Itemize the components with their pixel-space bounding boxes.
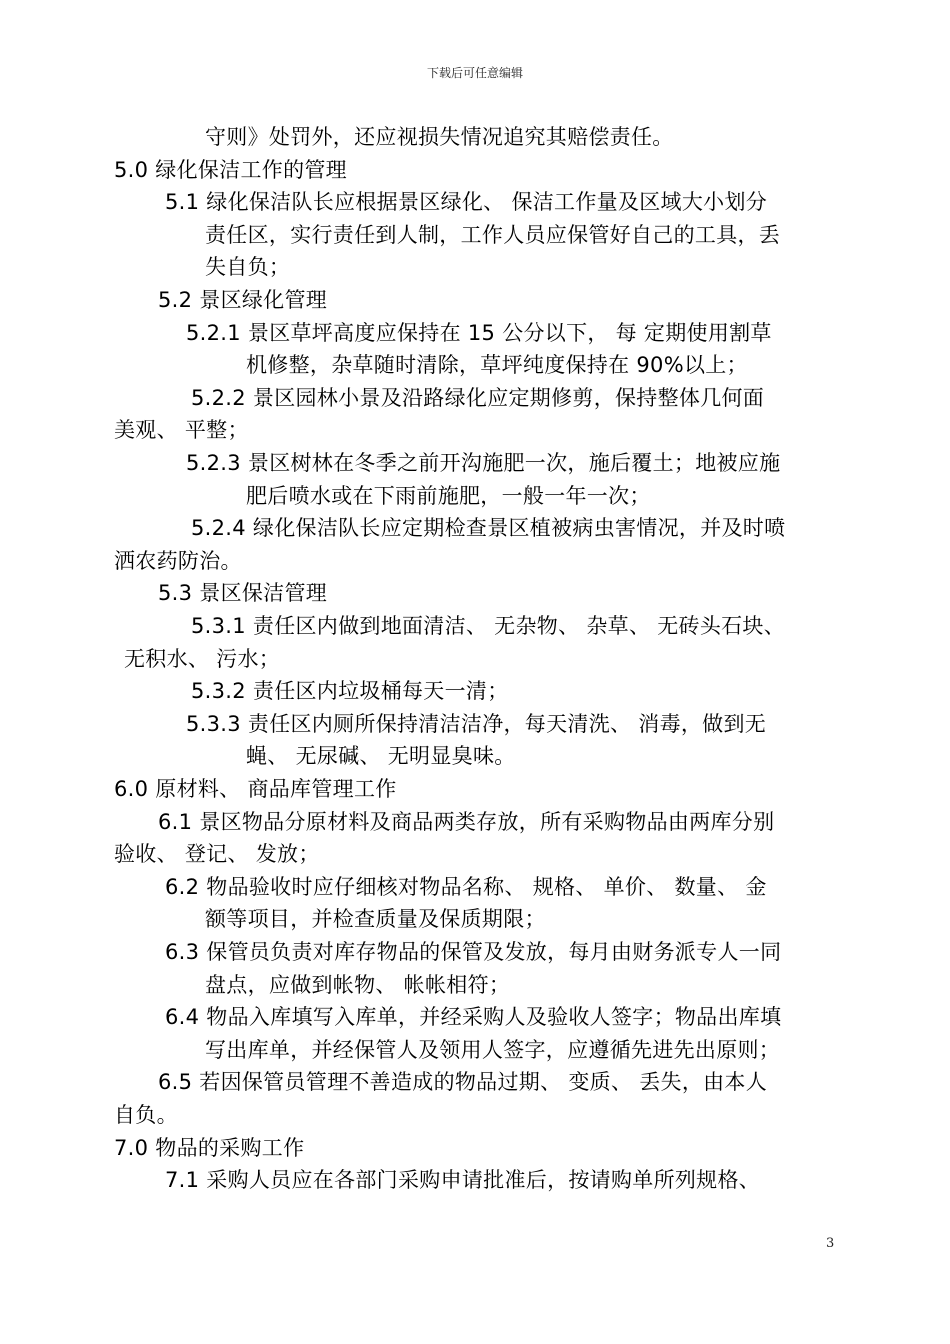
text-line: 6.1 景区物品分原材料及商品两类存放，所有采购物品由两库分别 <box>158 810 775 834</box>
text-line: 6.2 物品验收时应仔细核对物品名称、 规格、 单价、 数量、 金 <box>165 875 767 899</box>
text-line: 6.3 保管员负责对库存物品的保管及发放，每月由财务派专人一同 <box>165 940 782 964</box>
section-heading-6-0: 6.0 原材料、 商品库管理工作 <box>114 777 397 801</box>
text-line: 洒农药防治。 <box>114 549 242 573</box>
text-line: 机修整，杂草随时清除，草坪纯度保持在 90%以上； <box>246 353 748 377</box>
text-line: 6.4 物品入库填写入库单，并经采购人及验收人签字；物品出库填 <box>165 1005 782 1029</box>
text-line: 美观、 平整； <box>114 418 249 442</box>
page-header: 下载后可任意编辑 <box>426 66 523 80</box>
text-line: 5.3.2 责任区内垃圾桶每天一清； <box>191 679 509 703</box>
text-line: 失自负； <box>205 255 291 279</box>
text-line: 5.3.3 责任区内厕所保持清洁洁净，每天清洗、 消毒，做到无 <box>186 712 767 736</box>
page-number: 3 <box>826 1236 835 1251</box>
text-line: 验收、 登记、 发放； <box>114 842 320 866</box>
text-line: 5.2.2 景区园林小景及沿路绿化应定期修剪，保持整体几何面 <box>191 386 765 410</box>
text-line: 责任区，实行责任到人制，工作人员应保管好自己的工具，丢 <box>205 223 781 247</box>
text-line: 守则》处罚外，还应视损失情况追究其赔偿责任。 <box>205 125 674 149</box>
section-heading-7-0: 7.0 物品的采购工作 <box>114 1136 305 1160</box>
text-line: 肥后喷水或在下雨前施肥，一般一年一次； <box>246 484 651 508</box>
section-heading-5-0: 5.0 绿化保洁工作的管理 <box>114 158 347 182</box>
text-line: 5.1 绿化保洁队长应根据景区绿化、 保洁工作量及区域大小划分 <box>165 190 768 214</box>
text-line: 额等项目，并检查质量及保质期限； <box>205 907 546 931</box>
section-heading-5-2: 5.2 景区绿化管理 <box>158 288 328 312</box>
text-line: 蝇、 无尿碱、 无明显臭味。 <box>246 744 516 768</box>
text-line: 自负。 <box>114 1103 178 1127</box>
section-heading-5-3: 5.3 景区保洁管理 <box>158 581 328 605</box>
text-line: 无积水、 污水； <box>124 647 281 671</box>
text-line: 7.1 采购人员应在各部门采购申请批准后，按请购单所列规格、 <box>165 1168 761 1192</box>
text-line: 盘点，应做到帐物、 帐帐相符； <box>205 973 511 997</box>
text-line: 写出库单，并经保管人及领用人签字，应遵循先进先出原则； <box>205 1038 781 1062</box>
text-line: 5.2.4 绿化保洁队长应定期检查景区植被病虫害情况，并及时喷 <box>191 516 786 540</box>
text-line: 5.3.1 责任区内做到地面清洁、 无杂物、 杂草、 无砖头石块、 <box>191 614 786 638</box>
text-line: 5.2.1 景区草坪高度应保持在 15 公分以下， 每 定期使用割草 <box>186 321 772 345</box>
text-line: 5.2.3 景区树林在冬季之前开沟施肥一次，施后覆土；地被应施 <box>186 451 781 475</box>
text-line: 6.5 若因保管员管理不善造成的物品过期、 变质、 丢失，由本人 <box>158 1070 768 1094</box>
